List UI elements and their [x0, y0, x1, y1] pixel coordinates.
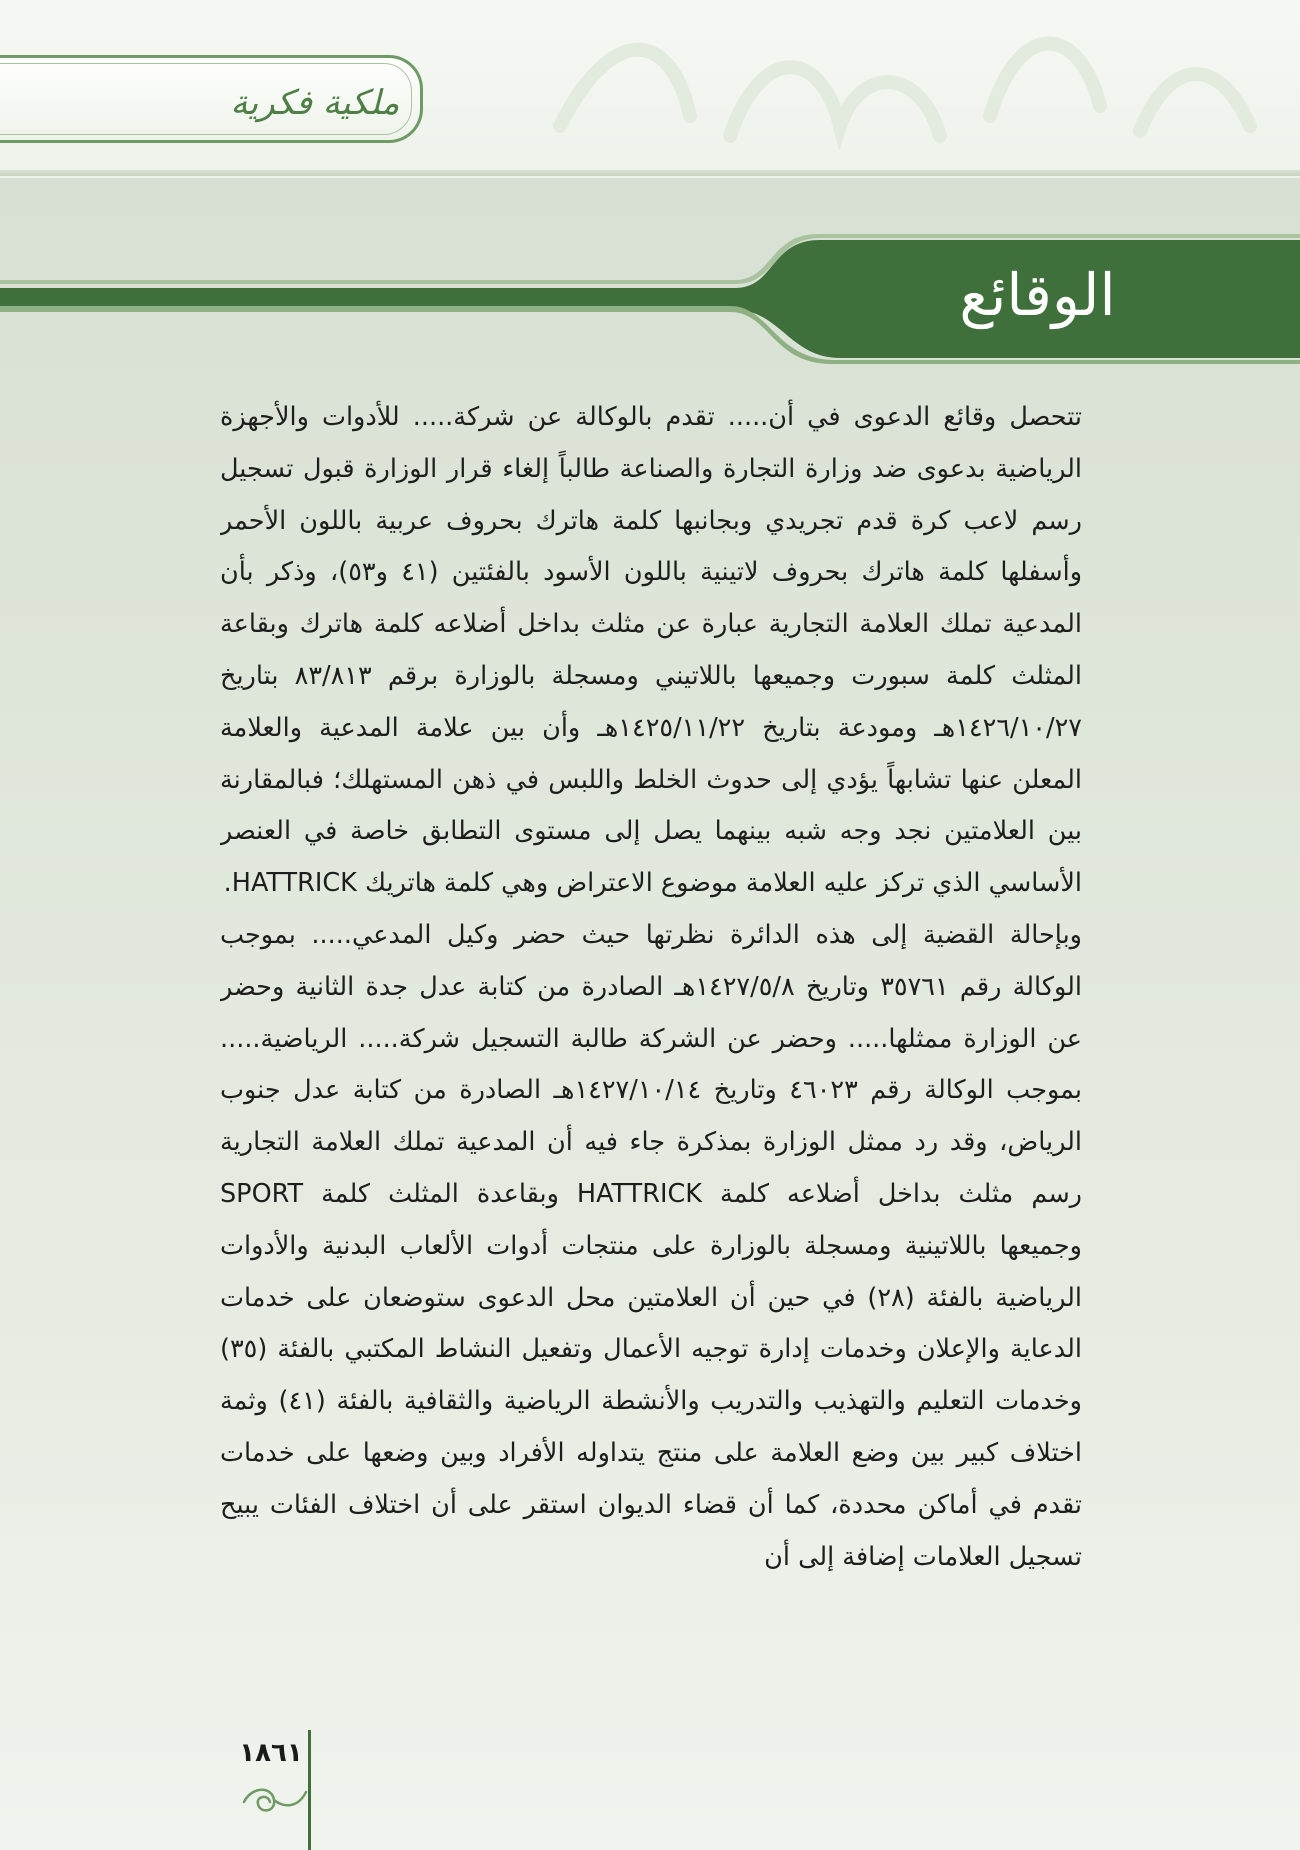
paragraph: تتحصل وقائع الدعوى في أن..... تقدم بالوكالة عن شركة..... للأدوات والأجهزة الرياضية بدعوى ضد وزارة التجارة والصناعة طالباً إلغاء قرار الوزارة قبول تسجيل رسم لاعب كرة قدم تجريدي وبجانبها كلمة هاترك بحروف عربية باللون الأحمر وأسفلها كلمة هاترك بحروف لاتينية باللون الأسود بالفئتين (٤١ و٥٣)، وذكر بأن المدعية تملك العلامة التجارية عبارة عن مثلث بداخل أضلاعه كلمة هاترك وبقاعة المثلث كلمة سبورت وجميعها باللاتيني ومسجلة بالوزارة برقم ٨٣/٨١٣ بتاريخ ١٤٢٦/١٠/٢٧هـ ومودعة بتاريخ ١٤٢٥/١١/٢٢هـ وأن بين علامة المدعية والعلامة المعلن عنها تشابهاً يؤدي إلى حدوث الخلط واللبس في ذهن المستهلك؛ فبالمقارنة بين العلامتين نجد وجه شبه بينهما يصل إلى مستوى التطابق خاصة في العنصر الأساسي الذي تركز عليه العلامة موضوع الاعتراض وهي كلمة هاتريك HATTRICK. [220, 402, 1082, 899]
brand-title: ملكية فكرية [230, 83, 400, 123]
section-title: الوقائع [959, 261, 1116, 329]
body-text [220, 392, 1082, 1632]
paragraph: وبإحالة القضية إلى هذه الدائرة نظرتها حيث حضر وكيل المدعي..... بموجب الوكالة رقم ٣٥٧٦١ وتاريخ ١٤٢٧/٥/٨هـ الصادرة من كتابة عدل جدة الثانية وحضر عن الوزارة ممثلها..... وحضر عن الشركة طالبة التسجيل شركة..... الرياضية..... بموجب الوكالة رقم ٤٦٠٢٣ وتاريخ ١٤٢٧/١٠/١٤هـ الصادرة من كتابة عدل جنوب الرياض، وقد رد ممثل الوزارة بمذكرة جاء فيه أن المدعية تملك العلامة التجارية رسم مثلث بداخل أضلاعه كلمة HATTRICK وبقاعدة المثلث كلمة SPORT وجميعها باللاتينية ومسجلة بالوزارة على منتجات أدوات الألعاب البدنية والأدوات الرياضية بالفئة (٢٨) في حين أن العلامتين محل الدعوى ستوضعان على خدمات الدعاية والإعلان وخدمات إدارة توجيه الأعمال وتفعيل النشاط المكتبي بالفئة (٣٥) وخدمات التعليم والتهذيب والتدريب والأنشطة الرياضية والثقافية بالفئة (٤١) وثمة اختلاف كبير بين وضع العلامة على منتج يتداوله الأفراد وبين وضعها على خدمات تقدم في أماكن محددة، كما أن قضاء الديوان استقر على أن اختلاف الفئات يبيح تسجيل العلامات إضافة إلى أن [220, 919, 1082, 1572]
header-divider [0, 170, 1300, 176]
page-number: ١٨٦١ [239, 1738, 303, 1768]
swirl-ornament-icon [238, 1778, 310, 1820]
